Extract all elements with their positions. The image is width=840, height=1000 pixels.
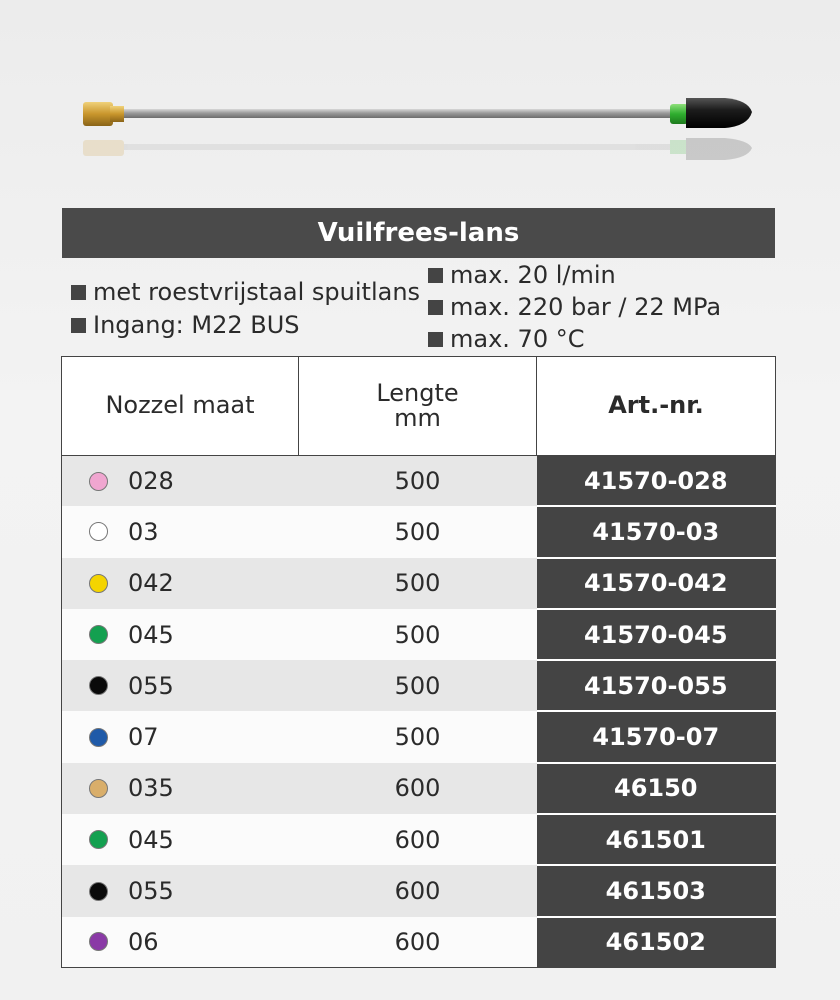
product-title: Vuilfrees-lans	[62, 208, 775, 258]
nozzle-cell	[62, 506, 299, 557]
header-length	[299, 357, 537, 456]
nozzle-cell	[62, 609, 299, 660]
feature-text: max. 70 °C	[450, 325, 585, 353]
feature-item	[428, 261, 616, 289]
article-number: 41570-042	[537, 558, 776, 609]
nozzle-cell	[62, 558, 299, 609]
nozzle-size: 03	[128, 517, 159, 546]
nozzle-color-dot-icon	[89, 625, 108, 644]
table-row	[62, 609, 776, 660]
header-nozzle: Nozzel maat	[62, 357, 299, 456]
nozzle-size: 06	[128, 927, 159, 956]
nozzle-cell	[62, 763, 299, 814]
nozzle-cell	[62, 456, 299, 507]
feature-item	[71, 311, 300, 339]
table-row	[62, 763, 776, 814]
length-cell: 500	[299, 660, 537, 711]
feature-text: max. 220 bar / 22 MPa	[450, 293, 722, 321]
article-number: 461503	[537, 865, 776, 916]
table-row	[62, 711, 776, 762]
nozzle-cell	[62, 711, 299, 762]
table-header-row	[62, 357, 776, 456]
nozzle-color-dot-icon	[89, 676, 108, 695]
nozzle-cell	[62, 814, 299, 865]
nozzle-color-dot-icon	[89, 779, 108, 798]
nozzle-color-dot-icon	[89, 932, 108, 951]
nozzle-color-dot-icon	[89, 472, 108, 491]
nozzle-color-dot-icon	[89, 728, 108, 747]
table-row	[62, 660, 776, 711]
nozzle-cell	[62, 865, 299, 916]
table-row	[62, 917, 776, 968]
feature-text: max. 20 l/min	[450, 261, 616, 289]
nozzle-cell	[62, 917, 299, 968]
bullet-square-icon	[428, 332, 443, 347]
table-row	[62, 506, 776, 557]
nozzle-size: 055	[128, 877, 174, 906]
length-cell: 500	[299, 506, 537, 557]
feature-text: met roestvrijstaal spuitlans	[93, 278, 421, 306]
nozzle-size: 045	[128, 620, 174, 649]
bullet-square-icon	[71, 318, 86, 333]
feature-item	[71, 278, 420, 306]
nozzle-color-dot-icon	[89, 522, 108, 541]
header-article: Art.-nr.	[537, 357, 776, 456]
feature-item	[428, 325, 584, 353]
bullet-square-icon	[71, 285, 86, 300]
table-row	[62, 456, 776, 507]
article-number: 41570-045	[537, 609, 776, 660]
nozzle-color-dot-icon	[89, 882, 108, 901]
lance-product-image	[80, 88, 760, 168]
table-row	[62, 814, 776, 865]
article-number: 46150	[537, 763, 776, 814]
length-cell: 600	[299, 865, 537, 916]
article-number: 41570-07	[537, 711, 776, 762]
length-cell: 600	[299, 763, 537, 814]
article-number: 41570-03	[537, 506, 776, 557]
nozzle-size: 045	[128, 825, 174, 854]
nozzle-size: 055	[128, 671, 174, 700]
length-cell: 500	[299, 711, 537, 762]
feature-item	[428, 293, 721, 321]
nozzle-size: 042	[128, 569, 174, 598]
bullet-square-icon	[428, 300, 443, 315]
article-number: 41570-028	[537, 456, 776, 507]
nozzle-size: 035	[128, 774, 174, 803]
nozzle-size: 028	[128, 467, 174, 496]
nozzle-cell	[62, 660, 299, 711]
length-cell: 500	[299, 456, 537, 507]
nozzle-color-dot-icon	[89, 830, 108, 849]
article-number: 461502	[537, 917, 776, 968]
header-length-unit: mm	[394, 404, 441, 432]
length-cell: 600	[299, 814, 537, 865]
nozzle-color-dot-icon	[89, 574, 108, 593]
table-row	[62, 865, 776, 916]
article-number: 41570-055	[537, 660, 776, 711]
length-cell: 500	[299, 609, 537, 660]
article-number: 461501	[537, 814, 776, 865]
product-table	[61, 356, 776, 968]
table-row	[62, 558, 776, 609]
length-cell: 500	[299, 558, 537, 609]
header-length-label: Lengte	[376, 378, 459, 407]
length-cell: 600	[299, 917, 537, 968]
feature-text: Ingang: M22 BUS	[93, 311, 300, 339]
nozzle-size: 07	[128, 723, 159, 752]
bullet-square-icon	[428, 268, 443, 283]
